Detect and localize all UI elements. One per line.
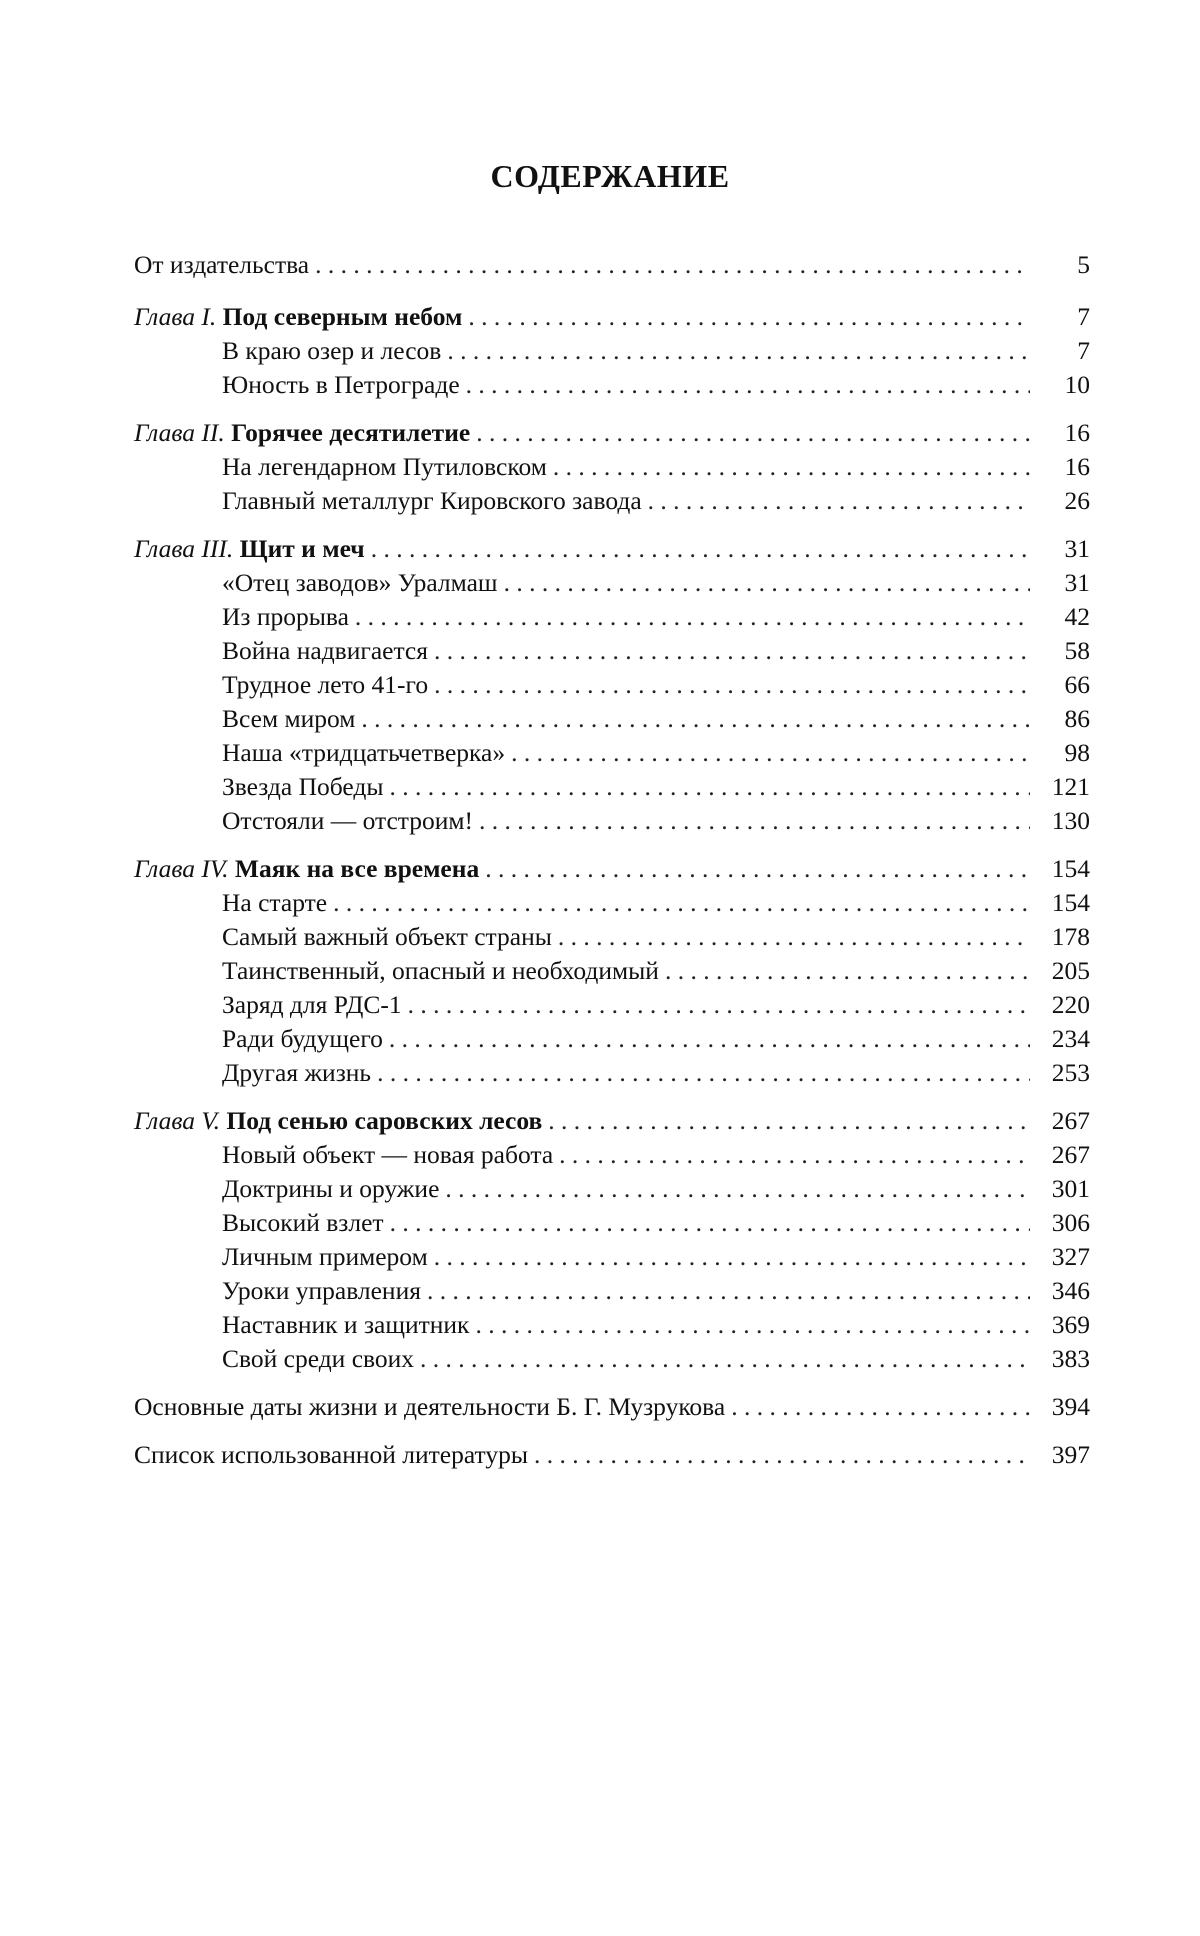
toc-section-text: Отстояли — отстроим!	[222, 806, 474, 835]
toc-entry-text: Список использованной литературы	[134, 1440, 528, 1469]
chapter-prefix: Глава IV.	[134, 854, 229, 883]
toc-section[interactable]	[134, 484, 1090, 518]
table-of-contents	[134, 248, 1090, 1472]
dot-leader	[434, 1240, 1030, 1274]
toc-section-text: Ради будущего	[222, 1024, 383, 1053]
dot-leader	[355, 600, 1030, 634]
toc-section-text: Юность в Петрограде	[222, 370, 460, 399]
toc-page-number: 154	[1051, 854, 1090, 883]
dot-leader	[447, 334, 1030, 368]
dot-leader	[485, 852, 1030, 886]
toc-section-text: На старте	[222, 888, 328, 917]
chapter-title: Щит и меч	[239, 534, 365, 563]
toc-section[interactable]	[134, 920, 1090, 954]
dot-leader	[559, 1138, 1030, 1172]
toc-section-text: Звезда Победы	[222, 772, 384, 801]
dot-leader	[427, 1274, 1030, 1308]
toc-section-text: Таинственный, опасный и необходимый	[222, 956, 659, 985]
toc-entry-text: Основные даты жизни и деятельности Б. Г. Музрукова	[134, 1392, 726, 1421]
toc-page-number: 7	[1077, 336, 1090, 365]
toc-page-number: 16	[1064, 418, 1090, 447]
toc-page-number: 369	[1051, 1310, 1090, 1339]
toc-section[interactable]	[134, 988, 1090, 1022]
toc-section[interactable]	[134, 1308, 1090, 1342]
dot-leader	[558, 920, 1030, 954]
dot-leader	[504, 566, 1030, 600]
toc-page-number: 121	[1051, 772, 1090, 801]
dot-leader	[534, 1438, 1030, 1472]
toc-section-text: «Отец заводов» Уралмаш	[222, 568, 498, 597]
chapter-prefix: Глава V.	[134, 1106, 221, 1135]
toc-page-number: 66	[1064, 670, 1090, 699]
dot-leader	[333, 886, 1030, 920]
toc-section[interactable]	[134, 334, 1090, 368]
toc-page-number: 16	[1064, 452, 1090, 481]
dot-leader	[315, 248, 1030, 282]
dot-leader	[389, 770, 1030, 804]
toc-section[interactable]	[134, 634, 1090, 668]
dot-leader	[476, 416, 1030, 450]
toc-section-text: Личным примером	[222, 1242, 428, 1271]
toc-section[interactable]	[134, 702, 1090, 736]
dot-leader	[434, 634, 1030, 668]
toc-section[interactable]	[134, 736, 1090, 770]
toc-entry-bibliography[interactable]	[134, 1438, 1090, 1472]
toc-section-text: Доктрины и оружие	[222, 1174, 440, 1203]
dot-leader	[389, 1022, 1030, 1056]
toc-section[interactable]	[134, 600, 1090, 634]
toc-section-text: Наставник и защитник	[222, 1310, 470, 1339]
dot-leader	[548, 1104, 1030, 1138]
chapter-title: Под сенью саровских лесов	[226, 1106, 543, 1135]
toc-section[interactable]	[134, 1240, 1090, 1274]
toc-page-number: 234	[1051, 1024, 1090, 1053]
toc-page-number: 7	[1077, 302, 1090, 331]
toc-chapter-1[interactable]	[134, 300, 1090, 334]
toc-section[interactable]	[134, 1022, 1090, 1056]
dot-leader	[466, 368, 1030, 402]
toc-chapter-4[interactable]	[134, 852, 1090, 886]
chapter-prefix: Глава I.	[134, 302, 217, 331]
toc-section-text: На легендарном Путиловском	[222, 452, 547, 481]
toc-page-number: 397	[1051, 1440, 1090, 1469]
toc-section-text: В краю озер и лесов	[222, 336, 442, 365]
toc-page-number: 98	[1064, 738, 1090, 767]
toc-section[interactable]	[134, 668, 1090, 702]
toc-page-number: 253	[1051, 1058, 1090, 1087]
toc-section-text: Свой среди своих	[222, 1344, 415, 1373]
dot-leader	[434, 668, 1030, 702]
toc-entry-publisher-note[interactable]	[134, 248, 1090, 282]
toc-section[interactable]	[134, 770, 1090, 804]
toc-section[interactable]	[134, 1138, 1090, 1172]
toc-page-number: 5	[1077, 250, 1090, 279]
toc-page-number: 31	[1064, 568, 1090, 597]
dot-leader	[390, 1206, 1030, 1240]
chapter-prefix: Глава II.	[134, 418, 225, 447]
toc-section[interactable]	[134, 954, 1090, 988]
dot-leader	[377, 1056, 1030, 1090]
toc-section[interactable]	[134, 1342, 1090, 1376]
toc-section-text: Уроки управления	[222, 1276, 421, 1305]
toc-page-number: 327	[1051, 1242, 1090, 1271]
toc-entry-key-dates[interactable]	[134, 1390, 1090, 1424]
dot-leader	[408, 988, 1030, 1022]
toc-section[interactable]	[134, 1206, 1090, 1240]
dot-leader	[468, 300, 1030, 334]
toc-page-number: 301	[1051, 1174, 1090, 1203]
dot-leader	[479, 804, 1030, 838]
dot-leader	[371, 532, 1030, 566]
toc-section-text: Высокий взлет	[222, 1208, 384, 1237]
dot-leader	[648, 484, 1030, 518]
toc-page-number: 42	[1064, 602, 1090, 631]
toc-page-number: 205	[1051, 956, 1090, 985]
toc-section-text: Новый объект — новая работа	[222, 1140, 554, 1169]
toc-page-number: 267	[1051, 1140, 1090, 1169]
toc-page-number: 346	[1051, 1276, 1090, 1305]
toc-page-number: 394	[1051, 1392, 1090, 1421]
toc-section[interactable]	[134, 804, 1090, 838]
toc-page-number: 10	[1064, 370, 1090, 399]
toc-section-text: Другая жизнь	[222, 1058, 372, 1087]
dot-leader	[553, 450, 1030, 484]
page-title: СОДЕРЖАНИЕ	[490, 158, 730, 194]
toc-entry-text: От издательства	[134, 250, 310, 279]
dot-leader	[665, 954, 1030, 988]
toc-page-number: 154	[1051, 888, 1090, 917]
toc-section-text: Из прорыва	[222, 602, 349, 631]
toc-section-text: Главный металлург Кировского завода	[222, 486, 642, 515]
dot-leader	[445, 1172, 1030, 1206]
toc-section[interactable]	[134, 1056, 1090, 1090]
toc-section[interactable]	[134, 368, 1090, 402]
toc-section[interactable]	[134, 886, 1090, 920]
dot-leader	[731, 1390, 1030, 1424]
toc-section-text: Самый важный объект страны	[222, 922, 552, 951]
dot-leader	[420, 1342, 1030, 1376]
dot-leader	[511, 736, 1030, 770]
toc-page-number: 26	[1064, 486, 1090, 515]
toc-section-text: Всем миром	[222, 704, 356, 733]
toc-section[interactable]	[134, 1274, 1090, 1308]
toc-section-text: Трудное лето 41-го	[222, 670, 429, 699]
dot-leader	[361, 702, 1030, 736]
toc-page-number: 220	[1051, 990, 1090, 1019]
toc-page-number: 306	[1051, 1208, 1090, 1237]
toc-page-number: 31	[1064, 534, 1090, 563]
toc-section[interactable]	[134, 1172, 1090, 1206]
toc-section-text: Война надвигается	[222, 636, 428, 665]
chapter-title: Маяк на все времена	[234, 854, 480, 883]
chapter-prefix: Глава III.	[134, 534, 234, 563]
toc-section-text: Заряд для РДС-1	[222, 990, 402, 1019]
toc-page-number: 58	[1064, 636, 1090, 665]
dot-leader	[475, 1308, 1030, 1342]
toc-section[interactable]	[134, 450, 1090, 484]
toc-chapter-3[interactable]	[134, 532, 1090, 566]
toc-chapter-5[interactable]	[134, 1104, 1090, 1138]
toc-page-number: 130	[1051, 806, 1090, 835]
toc-page-number: 267	[1051, 1106, 1090, 1135]
toc-section-text: Наша «тридцатьчетверка»	[222, 738, 506, 767]
chapter-title: Горячее десятилетие	[231, 418, 471, 447]
toc-page-number: 86	[1064, 704, 1090, 733]
toc-page-number: 383	[1051, 1344, 1090, 1373]
toc-page-number: 178	[1051, 922, 1090, 951]
toc-chapter-2[interactable]	[134, 416, 1090, 450]
chapter-title: Под северным небом	[222, 302, 463, 331]
toc-section[interactable]	[134, 566, 1090, 600]
